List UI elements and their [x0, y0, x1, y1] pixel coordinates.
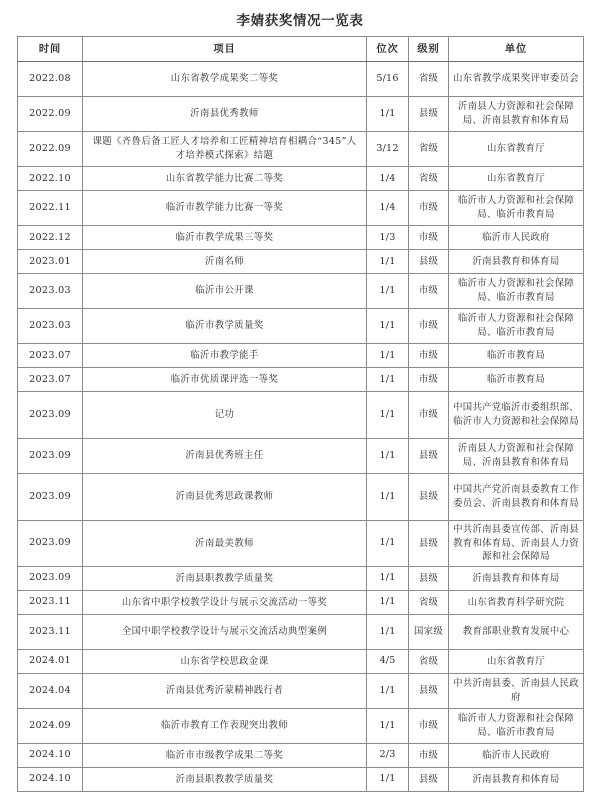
table-row: [18, 566, 584, 590]
table-row: [18, 673, 584, 708]
table-row: [18, 309, 584, 344]
cell-item: 临沂市优质课评选一等奖: [83, 368, 367, 392]
cell-item: 记功: [83, 392, 367, 439]
cell-item: 沂南县优秀教师: [83, 97, 367, 132]
cell-item: 临沂市市级教学成果二等奖: [83, 743, 367, 767]
table-row: [18, 439, 584, 474]
cell-time: 2023.09: [18, 439, 83, 474]
cell-level: 县级: [409, 566, 449, 590]
cell-rank: 1/1: [367, 309, 409, 344]
cell-unit: 沂南县人力资源和社会保障局、沂南县教育和体育局: [449, 439, 584, 474]
table-row: [18, 767, 584, 791]
award-table-container: [17, 36, 583, 792]
column-header-rank: 位次: [367, 37, 409, 62]
cell-item: 临沂市教学质量奖: [83, 309, 367, 344]
cell-level: 省级: [409, 167, 449, 191]
cell-item: 山东省中职学校教学设计与展示交流活动一等奖: [83, 590, 367, 614]
table-row: [18, 521, 584, 567]
cell-rank: 3/12: [367, 132, 409, 167]
cell-time: 2023.11: [18, 590, 83, 614]
cell-item: 沂南县职教教学质量奖: [83, 566, 367, 590]
cell-rank: 1/1: [367, 767, 409, 791]
cell-item: 全国中职学校教学设计与展示交流活动典型案例: [83, 614, 367, 649]
cell-level: 省级: [409, 132, 449, 167]
table-row: [18, 708, 584, 743]
table-row: [18, 97, 584, 132]
page-title: 李婧获奖情况一览表: [236, 13, 364, 29]
cell-rank: 1/1: [367, 590, 409, 614]
cell-level: 县级: [409, 673, 449, 708]
cell-rank: 1/4: [367, 191, 409, 226]
cell-item: 沂南县优秀班主任: [83, 439, 367, 474]
cell-level: 省级: [409, 590, 449, 614]
cell-unit: 山东省教学成果奖评审委员会: [449, 62, 584, 97]
cell-rank: 1/1: [367, 566, 409, 590]
cell-unit: 沂南县教育和体育局: [449, 767, 584, 791]
column-header-time: 时间: [18, 37, 83, 62]
cell-item: 课题《齐鲁后备工匠人才培养和工匠精神培育相耦合“345”人才培养模式探索》结题: [83, 132, 367, 167]
table-body: [18, 62, 584, 792]
cell-level: 省级: [409, 62, 449, 97]
cell-level: 市级: [409, 191, 449, 226]
cell-unit: 山东省教育厅: [449, 167, 584, 191]
table-row: [18, 474, 584, 521]
cell-unit: 山东省教育科学研究院: [449, 590, 584, 614]
table-header-row: [18, 37, 584, 62]
cell-rank: 1/1: [367, 708, 409, 743]
cell-item: 临沂市教学成果三等奖: [83, 226, 367, 250]
cell-item: 山东省教学能力比赛二等奖: [83, 167, 367, 191]
cell-level: 国家级: [409, 614, 449, 649]
cell-level: 市级: [409, 708, 449, 743]
cell-time: 2022.10: [18, 167, 83, 191]
cell-level: 市级: [409, 226, 449, 250]
cell-time: 2022.09: [18, 132, 83, 167]
column-header-unit: 单位: [449, 37, 584, 62]
cell-rank: 1/1: [367, 614, 409, 649]
cell-level: 县级: [409, 97, 449, 132]
cell-rank: 1/1: [367, 97, 409, 132]
table-row: [18, 590, 584, 614]
cell-time: 2023.07: [18, 344, 83, 368]
cell-rank: 1/1: [367, 368, 409, 392]
cell-rank: 1/3: [367, 226, 409, 250]
cell-level: 县级: [409, 521, 449, 567]
cell-level: 市级: [409, 392, 449, 439]
cell-time: 2022.12: [18, 226, 83, 250]
cell-rank: 4/5: [367, 649, 409, 673]
table-row: [18, 167, 584, 191]
cell-time: 2023.09: [18, 521, 83, 567]
cell-time: 2023.09: [18, 566, 83, 590]
table-row: [18, 368, 584, 392]
cell-unit: 临沂市人力资源和社会保障局、临沂市教育局: [449, 309, 584, 344]
cell-rank: 2/3: [367, 743, 409, 767]
cell-item: 沂南县职教教学质量奖: [83, 767, 367, 791]
cell-item: 临沂市公开课: [83, 274, 367, 309]
cell-unit: 中共沂南县委宣传部、沂南县教育和体育局、沂南县人力资源和社会保障局: [449, 521, 584, 567]
cell-unit: 教育部职业教育发展中心: [449, 614, 584, 649]
table-row: [18, 649, 584, 673]
cell-level: 县级: [409, 474, 449, 521]
cell-rank: 1/1: [367, 673, 409, 708]
cell-level: 县级: [409, 250, 449, 274]
cell-time: 2023.09: [18, 392, 83, 439]
cell-level: 县级: [409, 767, 449, 791]
cell-rank: 1/1: [367, 250, 409, 274]
cell-time: 2024.09: [18, 708, 83, 743]
cell-item: 山东省学校思政金课: [83, 649, 367, 673]
cell-time: 2024.01: [18, 649, 83, 673]
table-row: [18, 226, 584, 250]
cell-level: 省级: [409, 649, 449, 673]
cell-time: 2023.01: [18, 250, 83, 274]
cell-level: 市级: [409, 743, 449, 767]
table-row: [18, 250, 584, 274]
cell-unit: 山东省教育厅: [449, 649, 584, 673]
cell-time: 2024.04: [18, 673, 83, 708]
cell-unit: 中国共产党沂南县委教育工作委员会、沂南县教育和体育局: [449, 474, 584, 521]
cell-unit: 沂南县教育和体育局: [449, 566, 584, 590]
cell-unit: 山东省教育厅: [449, 132, 584, 167]
table-row: [18, 392, 584, 439]
cell-item: 山东省教学成果奖二等奖: [83, 62, 367, 97]
table-header: [18, 37, 584, 62]
table-row: [18, 132, 584, 167]
cell-time: 2022.09: [18, 97, 83, 132]
column-header-level: 级别: [409, 37, 449, 62]
cell-rank: 5/16: [367, 62, 409, 97]
award-table: [17, 36, 584, 792]
table-row: [18, 743, 584, 767]
cell-level: 市级: [409, 274, 449, 309]
cell-rank: 1/4: [367, 167, 409, 191]
table-row: [18, 274, 584, 309]
table-row: [18, 191, 584, 226]
cell-unit: 临沂市教育局: [449, 344, 584, 368]
cell-unit: 临沂市人力资源和社会保障局、临沂市教育局: [449, 708, 584, 743]
cell-unit: 临沂市教育局: [449, 368, 584, 392]
cell-time: 2023.09: [18, 474, 83, 521]
cell-time: 2023.03: [18, 309, 83, 344]
cell-level: 县级: [409, 439, 449, 474]
cell-unit: 中国共产党临沂市委组织部、临沂市人力资源和社会保障局: [449, 392, 584, 439]
column-header-item: 项目: [83, 37, 367, 62]
cell-item: 沂南县优秀沂蒙精神践行者: [83, 673, 367, 708]
cell-unit: 临沂市人民政府: [449, 743, 584, 767]
cell-unit: 临沂市人力资源和社会保障局、临沂市教育局: [449, 191, 584, 226]
cell-time: 2023.07: [18, 368, 83, 392]
cell-item: 沂南最美教师: [83, 521, 367, 567]
cell-time: 2023.03: [18, 274, 83, 309]
cell-rank: 1/1: [367, 392, 409, 439]
cell-time: 2022.11: [18, 191, 83, 226]
cell-rank: 1/1: [367, 344, 409, 368]
cell-time: 2023.11: [18, 614, 83, 649]
cell-item: 临沂市教育工作表现突出教师: [83, 708, 367, 743]
cell-time: 2022.08: [18, 62, 83, 97]
cell-time: 2024.10: [18, 743, 83, 767]
cell-item: 沂南名师: [83, 250, 367, 274]
cell-level: 市级: [409, 344, 449, 368]
cell-rank: 1/1: [367, 439, 409, 474]
cell-time: 2024.10: [18, 767, 83, 791]
cell-item: 沂南县优秀思政课教师: [83, 474, 367, 521]
table-row: [18, 614, 584, 649]
cell-item: 临沂市教学能力比赛一等奖: [83, 191, 367, 226]
cell-level: 市级: [409, 309, 449, 344]
table-row: [18, 62, 584, 97]
cell-unit: 临沂市人力资源和社会保障局、临沂市教育局: [449, 274, 584, 309]
cell-item: 临沂市教学能手: [83, 344, 367, 368]
cell-unit: 沂南县人力资源和社会保障局、沂南县教育和体育局: [449, 97, 584, 132]
cell-rank: 1/1: [367, 521, 409, 567]
cell-rank: 1/1: [367, 474, 409, 521]
cell-unit: 沂南县教育和体育局: [449, 250, 584, 274]
table-row: [18, 344, 584, 368]
cell-unit: 临沂市人民政府: [449, 226, 584, 250]
cell-unit: 中共沂南县委、沂南县人民政府: [449, 673, 584, 708]
cell-level: 市级: [409, 368, 449, 392]
cell-rank: 1/1: [367, 274, 409, 309]
